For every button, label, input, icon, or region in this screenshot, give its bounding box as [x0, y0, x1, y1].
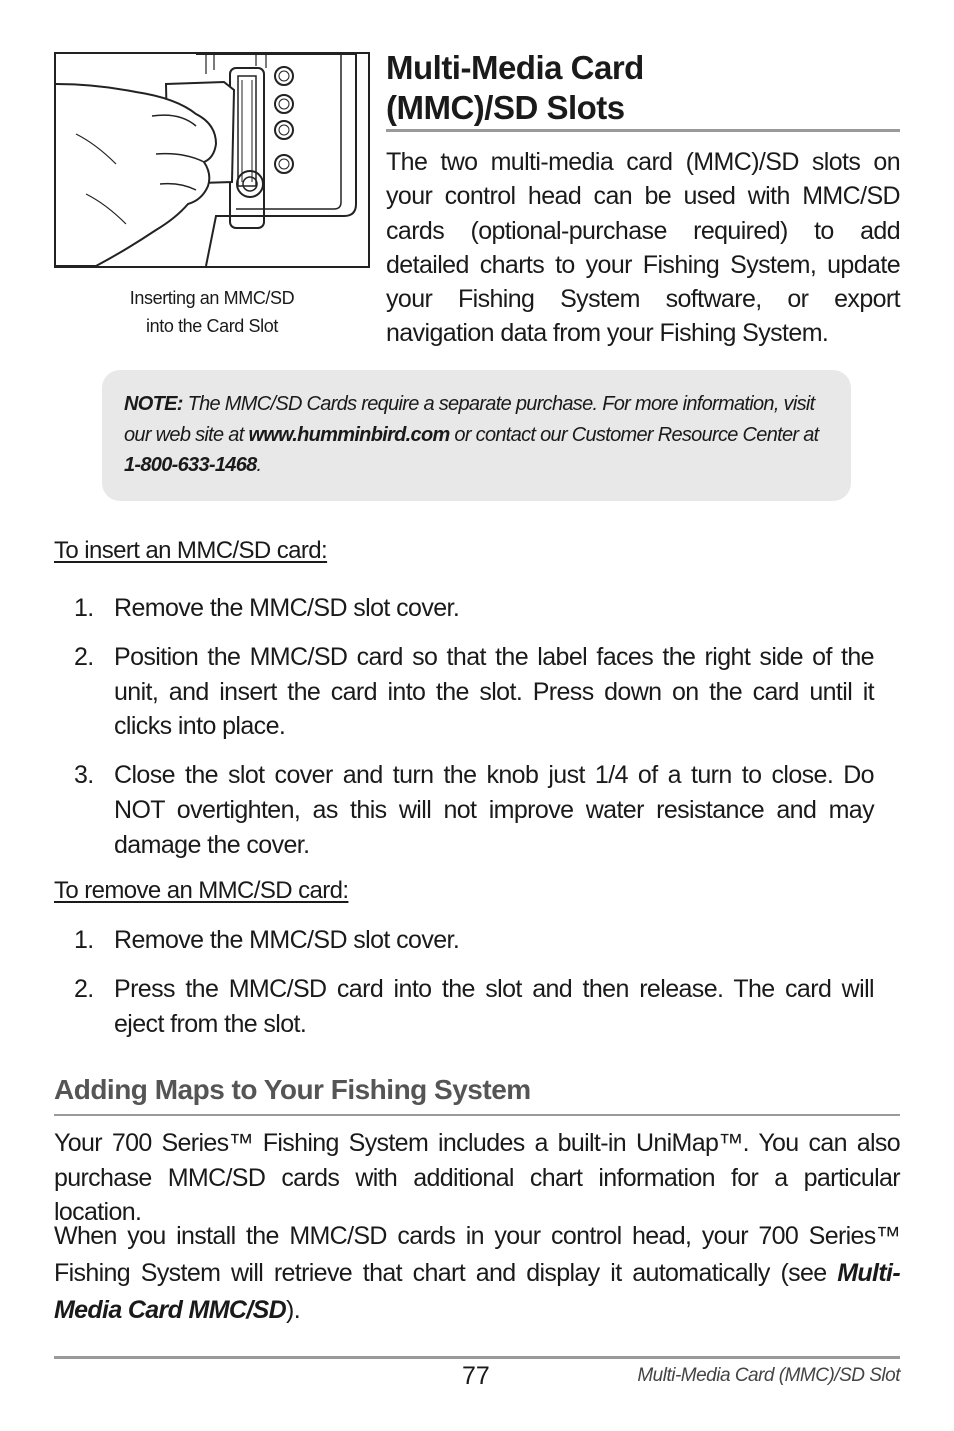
title-line-2: (MMC)/SD Slots — [386, 89, 625, 126]
section-heading: Adding Maps to Your Fishing System — [54, 1074, 531, 1105]
footer-divider — [54, 1356, 900, 1359]
remove-steps — [54, 923, 874, 1041]
maps-paragraph-2-text: When you install the MMC/SD cards in your control head, your 700 Series™ Fishing System will retrieve that chart and display it automatically (see — [54, 1222, 900, 1287]
list-item — [54, 972, 874, 1042]
step-number: 2. — [74, 642, 94, 671]
list-item — [54, 591, 874, 626]
insert-steps — [54, 591, 874, 863]
website-link[interactable]: www.humminbird.com — [248, 423, 450, 446]
step-text: Position the MMC/SD card so that the label faces the right side of the unit, and insert the card into the slot. Press down on the card until it clicks into place. — [114, 642, 874, 741]
caption-line-2: into the Card Slot — [146, 316, 278, 336]
insert-heading: To insert an MMC/SD card: — [54, 537, 328, 564]
note-text-1: The MMC/SD Cards require a separate purchase. For more information, visit our web site at — [124, 393, 815, 446]
caption-line-1: Inserting an MMC/SD — [129, 288, 295, 308]
step-number: 1. — [74, 594, 94, 622]
step-text: Remove the MMC/SD slot cover. — [114, 926, 460, 954]
hand-inserting-card-illustration — [56, 54, 368, 266]
maps-paragraph-1: Your 700 Series™ Fishing System includes a built-in UniMap™. You can also purchase MMC/SD cards with additional chart information for a particular location. — [54, 1129, 900, 1226]
section-divider — [54, 1114, 900, 1116]
step-number: 2. — [74, 974, 94, 1003]
step-number: 1. — [74, 926, 94, 954]
note-box — [102, 370, 851, 501]
step-text: Remove the MMC/SD slot cover. — [114, 594, 460, 622]
note-label: NOTE: — [124, 393, 183, 415]
maps-paragraph-2-end: ). — [286, 1296, 301, 1324]
note-text-2: or contact our Customer Resource Center at — [449, 423, 819, 446]
phone-number: 1-800-633-1468 — [124, 454, 257, 476]
list-item — [54, 640, 874, 744]
list-item — [54, 923, 874, 958]
page-title — [386, 48, 900, 128]
title-line-1: Multi-Media Card — [386, 49, 644, 86]
step-number: 3. — [74, 761, 94, 790]
figure-caption — [54, 284, 370, 340]
footer-section-title: Multi-Media Card (MMC)/SD Slot — [637, 1365, 900, 1386]
cross-reference-link[interactable]: Multi-Media Card MMC/SD — [54, 1259, 900, 1324]
page-number: 77 — [462, 1362, 490, 1390]
step-text: Close the slot cover and turn the knob just 1/4 of a turn to close. Do NOT overtighten, as this will not improve water resistance and may damage the cover. — [114, 761, 874, 859]
intro-paragraph: The two multi-media card (MMC)/SD slots on your control head can be used with MMC/SD cards (optional-purchase required) to add detailed charts to your Fishing System, update your Fishing System software, or export navigation data from your Fishing System. — [386, 148, 900, 348]
note-text-3: . — [256, 454, 262, 476]
card-slot-illustration — [54, 52, 370, 268]
step-text: Press the MMC/SD card into the slot and then release. The card will eject from the slot. — [114, 974, 874, 1038]
remove-heading: To remove an MMC/SD card: — [54, 877, 349, 904]
title-divider — [386, 129, 900, 132]
list-item — [54, 758, 874, 862]
maps-paragraph-2 — [54, 1218, 900, 1329]
